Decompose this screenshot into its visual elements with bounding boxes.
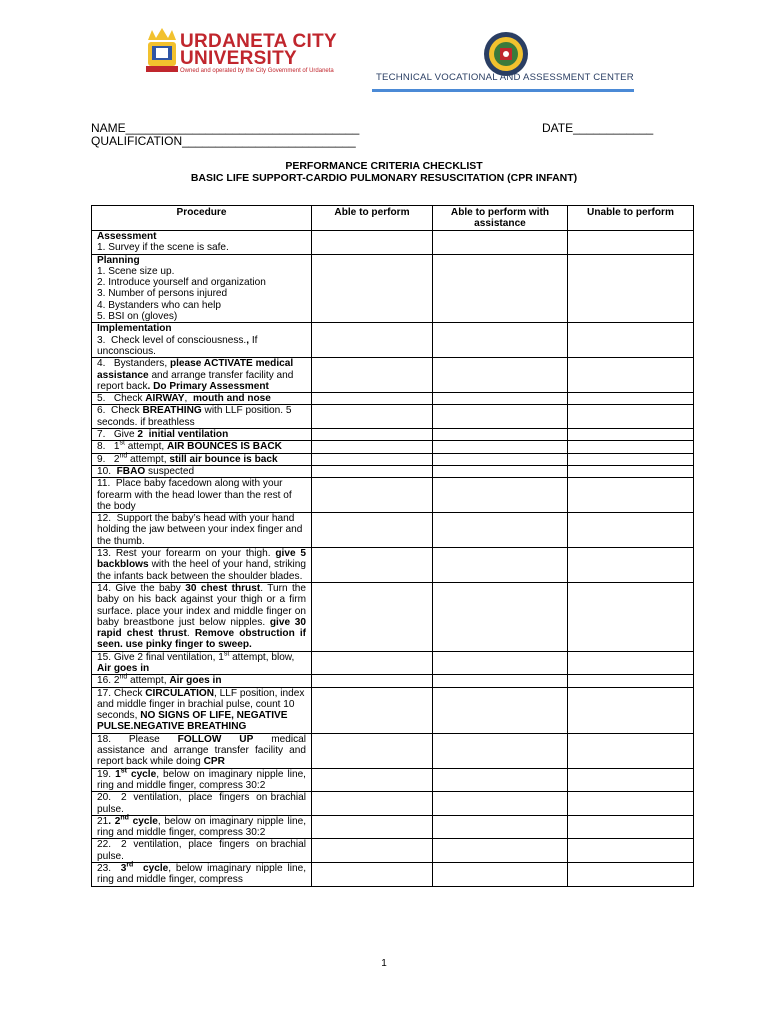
procedure-cell: 14. Give the baby 30 chest thrust. Turn the baby on his back against your thigh or a firm surface. place your index and middle finger on baby breastbone just below nipples. give 30 rapid chest thrust. Remove obstruction if seen. use pinky finger to sweep. — [92, 582, 312, 651]
check-cell-able[interactable] — [312, 863, 433, 887]
procedure-cell: 8. 1st attempt, AIR BOUNCES IS BACK — [92, 441, 312, 453]
check-cell-able[interactable] — [312, 733, 433, 768]
procedure-cell: 22. 2 ventilation, place fingers on brachial pulse. — [92, 839, 312, 863]
procedure-cell: 9. 2nd attempt, still air bounce is back — [92, 453, 312, 465]
university-tagline: Owned and operated by the City Government of Urdaneta — [180, 68, 334, 74]
table-row — [92, 465, 694, 477]
check-cell-unable[interactable] — [568, 815, 694, 839]
table-row — [92, 687, 694, 733]
header-divider — [372, 89, 634, 92]
check-cell-able-with-assistance[interactable] — [433, 478, 568, 513]
procedure-cell: 5. Check AIRWAY, mouth and nose — [92, 393, 312, 405]
document-header — [0, 0, 768, 105]
check-cell-unable[interactable] — [568, 733, 694, 768]
check-cell-able-with-assistance[interactable] — [433, 513, 568, 548]
check-cell-able[interactable] — [312, 792, 433, 816]
check-cell-unable[interactable] — [568, 231, 694, 255]
check-cell-able-with-assistance[interactable] — [433, 358, 568, 393]
check-cell-unable[interactable] — [568, 548, 694, 583]
header-procedure: Procedure — [92, 206, 312, 231]
check-cell-unable[interactable] — [568, 441, 694, 453]
check-cell-able[interactable] — [312, 393, 433, 405]
procedure-cell: 12. Support the baby’s head with your hand holding the jaw between your index finger and the thumb. — [92, 513, 312, 548]
check-cell-unable[interactable] — [568, 687, 694, 733]
check-cell-unable[interactable] — [568, 478, 694, 513]
date-field: DATE____________ — [542, 121, 654, 135]
checklist-title: PERFORMANCE CRITERIA CHECKLIST — [285, 160, 483, 172]
table-row — [92, 651, 694, 675]
check-cell-able[interactable] — [312, 687, 433, 733]
table-row — [92, 768, 694, 792]
check-cell-able[interactable] — [312, 405, 433, 429]
table-row — [92, 393, 694, 405]
check-cell-unable[interactable] — [568, 323, 694, 358]
check-cell-able-with-assistance[interactable] — [433, 393, 568, 405]
procedure-cell: 17. Check CIRCULATION, LLF position, index and middle finger in brachial pulse, count 10 seconds, NO SIGNS OF LIFE, NEGATIVE PULSE.NEGATIVE BREATHING — [92, 687, 312, 733]
procedure-cell: 23. 3rd cycle, below imaginary nipple line, ring and middle finger, compress — [92, 863, 312, 887]
check-cell-able[interactable] — [312, 651, 433, 675]
procedure-cell: 6. Check BREATHING with LLF position. 5 seconds. if breathless — [92, 405, 312, 429]
check-cell-able[interactable] — [312, 441, 433, 453]
check-cell-able-with-assistance[interactable] — [433, 792, 568, 816]
table-row — [92, 513, 694, 548]
university-name: URDANETA CITY UNIVERSITY — [180, 31, 337, 69]
check-cell-able[interactable] — [312, 675, 433, 687]
qualification-field: QUALIFICATION__________________________ — [91, 134, 356, 148]
table-row — [92, 441, 694, 453]
table-row — [92, 254, 694, 323]
check-cell-unable[interactable] — [568, 513, 694, 548]
performance-checklist-table — [91, 205, 694, 887]
check-cell-able-with-assistance[interactable] — [433, 582, 568, 651]
procedure-cell: 15. Give 2 final ventilation, 1st attempt, blow, Air goes in — [92, 651, 312, 675]
check-cell-able-with-assistance[interactable] — [433, 548, 568, 583]
check-cell-able-with-assistance[interactable] — [433, 429, 568, 441]
check-cell-able-with-assistance[interactable] — [433, 768, 568, 792]
check-cell-able-with-assistance[interactable] — [433, 453, 568, 465]
table-row — [92, 323, 694, 358]
check-cell-unable[interactable] — [568, 792, 694, 816]
check-cell-able[interactable] — [312, 453, 433, 465]
procedure-cell: 21. 2nd cycle, below on imaginary nipple line, ring and middle finger, compress 30:2 — [92, 815, 312, 839]
table-row — [92, 733, 694, 768]
check-cell-able-with-assistance[interactable] — [433, 651, 568, 675]
table-row — [92, 478, 694, 513]
check-cell-able-with-assistance[interactable] — [433, 405, 568, 429]
table-row — [92, 429, 694, 441]
check-cell-able[interactable] — [312, 231, 433, 255]
procedure-cell: Implementation 3. Check level of consciousness., If unconscious. — [92, 323, 312, 358]
check-cell-unable[interactable] — [568, 254, 694, 323]
table-header-row — [92, 206, 694, 231]
check-cell-able[interactable] — [312, 478, 433, 513]
procedure-cell: Planning 1. Scene size up. 2. Introduce yourself and organization 3. Number of persons injured 4. Bystanders who can help 5. BSI on (gloves) — [92, 254, 312, 323]
table-row — [92, 815, 694, 839]
center-name: TECHNICAL VOCATIONAL AND ASSESSMENT CENTER — [376, 72, 634, 83]
check-cell-unable[interactable] — [568, 675, 694, 687]
check-cell-able[interactable] — [312, 513, 433, 548]
table-row — [92, 582, 694, 651]
procedure-cell: 10. FBAO suspected — [92, 465, 312, 477]
check-cell-able[interactable] — [312, 768, 433, 792]
check-cell-unable[interactable] — [568, 651, 694, 675]
check-cell-unable[interactable] — [568, 839, 694, 863]
check-cell-able-with-assistance[interactable] — [433, 863, 568, 887]
check-cell-able[interactable] — [312, 582, 433, 651]
check-cell-unable[interactable] — [568, 582, 694, 651]
procedure-cell: 7. Give 2 initial ventilation — [92, 429, 312, 441]
check-cell-unable[interactable] — [568, 465, 694, 477]
check-cell-able[interactable] — [312, 465, 433, 477]
check-cell-able-with-assistance[interactable] — [433, 441, 568, 453]
header-able: Able to perform — [312, 206, 433, 231]
check-cell-able[interactable] — [312, 548, 433, 583]
check-cell-able-with-assistance[interactable] — [433, 815, 568, 839]
check-cell-able-with-assistance[interactable] — [433, 254, 568, 323]
checklist-subtitle: BASIC LIFE SUPPORT-CARDIO PULMONARY RESUSCITATION (CPR INFANT) — [190, 172, 578, 184]
table-row — [92, 792, 694, 816]
check-cell-able[interactable] — [312, 254, 433, 323]
procedure-cell: 19. 1st cycle, below on imaginary nipple line, ring and middle finger, compress 30:2 — [92, 768, 312, 792]
check-cell-able-with-assistance[interactable] — [433, 839, 568, 863]
check-cell-able-with-assistance[interactable] — [433, 231, 568, 255]
header-able-with-assistance: Able to perform with assistance — [433, 206, 568, 231]
procedure-cell: 16. 2nd attempt, Air goes in — [92, 675, 312, 687]
table-row — [92, 675, 694, 687]
check-cell-able[interactable] — [312, 358, 433, 393]
check-cell-unable[interactable] — [568, 405, 694, 429]
check-cell-unable[interactable] — [568, 863, 694, 887]
check-cell-able[interactable] — [312, 815, 433, 839]
procedure-cell: 11. Place baby facedown along with your forearm with the head lower than the rest of the body — [92, 478, 312, 513]
table-row — [92, 863, 694, 887]
procedure-cell: 18. Please FOLLOW UP medical assistance and arrange transfer facility and report back while doing CPR — [92, 733, 312, 768]
table-row — [92, 839, 694, 863]
table-row — [92, 548, 694, 583]
check-cell-able-with-assistance[interactable] — [433, 733, 568, 768]
check-cell-able[interactable] — [312, 429, 433, 441]
table-row — [92, 231, 694, 255]
check-cell-unable[interactable] — [568, 429, 694, 441]
check-cell-able[interactable] — [312, 839, 433, 863]
check-cell-able-with-assistance[interactable] — [433, 687, 568, 733]
tvac-seal-icon — [482, 30, 530, 78]
check-cell-unable[interactable] — [568, 393, 694, 405]
name-field: NAME___________________________________ — [91, 121, 360, 135]
university-seal-icon — [142, 26, 182, 76]
page-number: 1 — [381, 958, 387, 969]
table-row — [92, 358, 694, 393]
check-cell-able[interactable] — [312, 323, 433, 358]
procedure-cell: Assessment 1. Survey if the scene is safe. — [92, 231, 312, 255]
check-cell-able-with-assistance[interactable] — [433, 465, 568, 477]
procedure-cell: 13. Rest your forearm on your thigh. give 5 backblows with the heel of your hand, striking the infants back between the shoulder blades. — [92, 548, 312, 583]
procedure-cell: 20. 2 ventilation, place fingers on brachial pulse. — [92, 792, 312, 816]
table-row — [92, 453, 694, 465]
check-cell-able-with-assistance[interactable] — [433, 675, 568, 687]
procedure-cell: 4. Bystanders, please ACTIVATE medical assistance and arrange transfer facility and report back. Do Primary Assessment — [92, 358, 312, 393]
check-cell-unable[interactable] — [568, 453, 694, 465]
header-unable: Unable to perform — [568, 206, 694, 231]
check-cell-able-with-assistance[interactable] — [433, 323, 568, 358]
check-cell-unable[interactable] — [568, 358, 694, 393]
table-row — [92, 405, 694, 429]
check-cell-unable[interactable] — [568, 768, 694, 792]
